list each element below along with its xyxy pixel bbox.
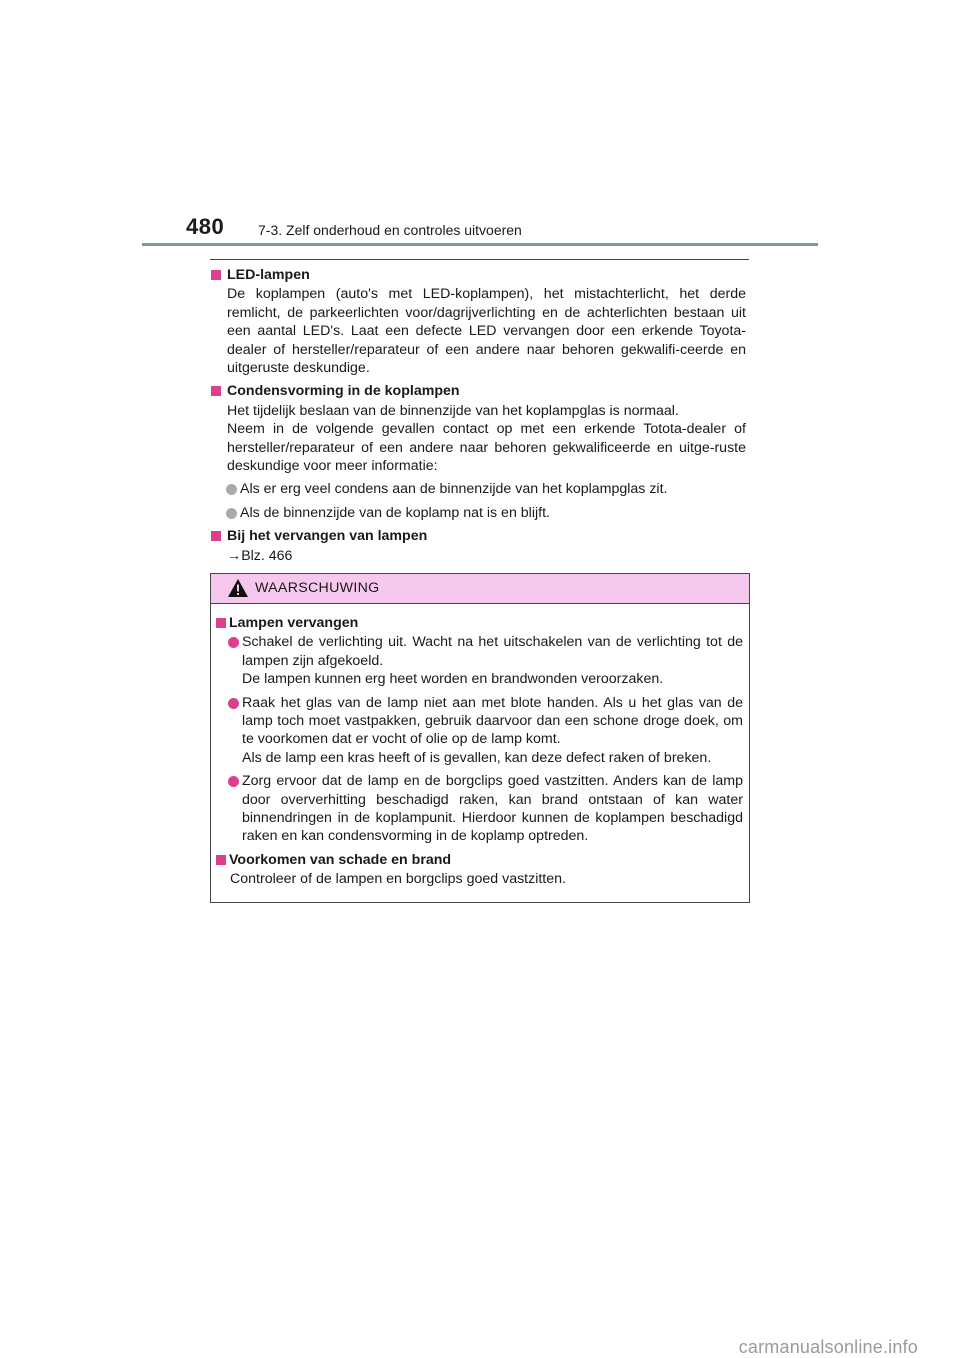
led-title: LED-lampen xyxy=(227,267,310,283)
condens-text-2: Neem in de volgende gevallen contact op met een erkende Totota-dealer of hersteller/reparateur of een andere naar behoren gekwalificeerde en uitge-ruste deskundige voor meer informatie: xyxy=(227,421,746,475)
condens-heading xyxy=(210,382,746,400)
watermark: carmanualsonline.info xyxy=(738,1337,918,1357)
condens-text-1: Het tijdelijk beslaan van de binnenzijde van het koplampglas is normaal. xyxy=(227,402,679,419)
warning-title: WAARSCHUWING xyxy=(255,580,380,596)
warning-bullet-2-line-1: Raak het glas van de lamp niet aan met blote handen. Als u het glas van de lamp toch moet vastpakken, gebruik daarvoor dan een schone droge doek, om te voorkomen dat er vocht of olie op de lamp komt. xyxy=(242,694,743,748)
square-bullet-icon xyxy=(216,855,226,865)
circle-bullet-icon xyxy=(226,508,237,519)
list-item xyxy=(210,504,746,522)
led-heading xyxy=(210,266,746,284)
vervangen-title: Bij het vervangen van lampen xyxy=(227,528,428,545)
circle-bullet-icon xyxy=(226,484,237,495)
condens-bullet-2: Als de binnenzijde van de koplamp nat is en blijft. xyxy=(240,504,550,521)
section-title: 7-3. Zelf onderhoud en controles uitvoeren xyxy=(258,222,522,238)
condens-text xyxy=(210,402,746,476)
led-text: De koplampen (auto's met LED-koplampen), het mistachterlicht, het derde remlicht, de parkeerlichten voor/dagrijverlichting en de achterlichten bestaan uit een aantal LED's. Laat een defecte LED vervangen door een erkende Toyota-dealer of hersteller/reparateur of een andere naar behoren gekwalifi-ceerde en uitgeruste deskundige. xyxy=(227,286,746,377)
warning-bullet-3-line-1: Zorg ervoor dat de lamp en de borgclips goed vastzitten. Anders kan de lamp door oververhitting beschadigd raken, kan brand ontstaan of kan water binnendringen in de koplampunit. Hierdoor kunnen de koplampen beschadigd raken en kan condensvorming in de koplamp optreden. xyxy=(242,773,743,845)
warning-triangle-icon xyxy=(227,578,249,598)
circle-bullet-icon xyxy=(228,698,239,709)
warning-bullet-1-line-2: De lampen kunnen erg heet worden en brandwonden veroorzaken. xyxy=(242,671,664,688)
schade-brand-text: Controleer of de lampen en borgclips goed vastzitten. xyxy=(230,871,566,888)
list-item xyxy=(210,480,746,498)
main-content xyxy=(210,266,746,570)
circle-bullet-icon xyxy=(228,637,239,648)
page-number: 480 xyxy=(186,214,225,239)
list-item xyxy=(217,772,743,846)
square-bullet-icon xyxy=(216,618,226,628)
header-rule xyxy=(142,243,818,246)
page-reference-link[interactable]: →Blz. 466 xyxy=(227,547,293,564)
warning-body xyxy=(211,604,749,889)
schade-brand-heading xyxy=(217,851,743,869)
condens-bullet-1: Als er erg veel condens aan de binnenzijde van het koplampglas zit. xyxy=(240,481,668,498)
square-bullet-icon xyxy=(211,270,221,280)
square-bullet-icon xyxy=(211,531,221,541)
square-bullet-icon xyxy=(211,386,221,396)
list-item xyxy=(217,633,743,688)
condens-title: Condensvorming in de koplampen xyxy=(227,383,460,400)
schade-brand-title: Voorkomen van schade en brand xyxy=(229,851,452,868)
list-item xyxy=(217,694,743,768)
warning-bullet-2-line-2: Als de lamp een kras heeft of is gevallen, kan deze defect raken of breken. xyxy=(242,749,712,766)
vervangen-heading xyxy=(210,527,746,545)
warning-bullet-1-line-1: Schakel de verlichting uit. Wacht na het uitschakelen van de verlichting tot de lampen zijn afgekoeld. xyxy=(242,634,743,669)
warning-header xyxy=(211,574,749,604)
circle-bullet-icon xyxy=(228,776,239,787)
lampen-vervangen-heading xyxy=(217,614,743,632)
lampen-vervangen-title: Lampen vervangen xyxy=(229,615,359,631)
content-top-rule xyxy=(210,259,749,260)
warning-box xyxy=(210,573,750,903)
